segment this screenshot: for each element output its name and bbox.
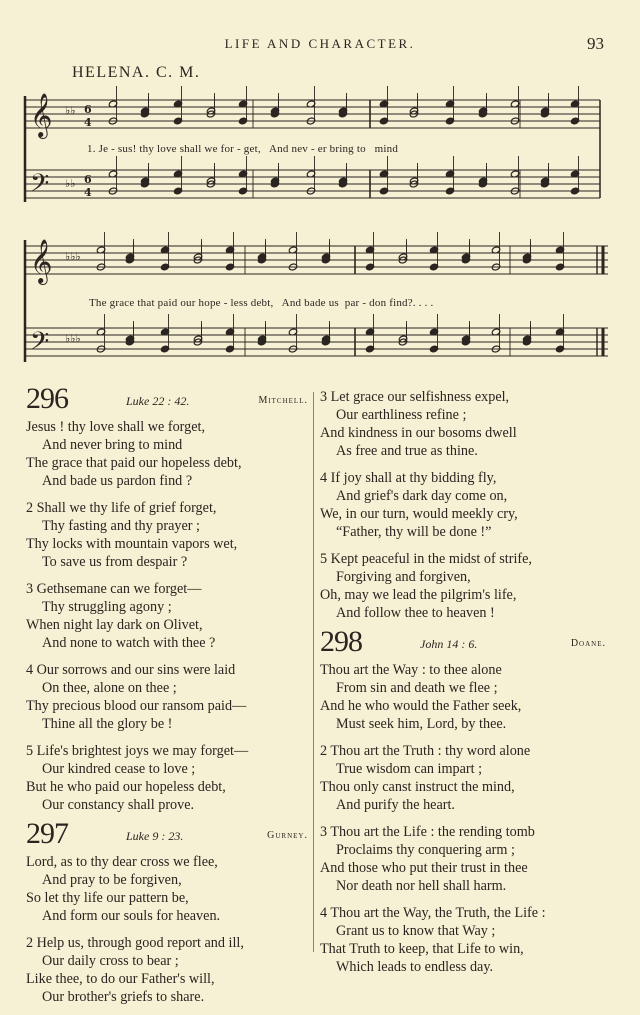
verse-line: We, in our turn, would meekly cry,: [320, 506, 518, 522]
verse-line: Jesus ! thy love shall we forget,: [26, 419, 206, 435]
verse-line: 3 Thou art the Life : the rending tomb: [320, 824, 535, 840]
music-score: [0, 0, 640, 380]
verse-line: “Father, thy will be done !”: [336, 524, 492, 540]
verse-line: 2 Shall we thy life of grief forget,: [26, 500, 217, 516]
verse-line: Thy locks with mountain vapors wet,: [26, 536, 238, 552]
stanza: [320, 742, 606, 814]
stanza: [320, 469, 606, 541]
hymn-number: 296: [26, 382, 68, 415]
verse-line: Thine all the glory be !: [42, 716, 173, 732]
hymn-number: 298: [320, 625, 362, 658]
verse-line: Our earthliness refine ;: [336, 407, 467, 423]
verse-line: And form our souls for heaven.: [42, 908, 221, 924]
verse-line: 5 Kept peaceful in the midst of strife,: [320, 551, 532, 567]
verse-line: 3 Gethsemane can we forget—: [26, 581, 202, 597]
hymn-number: 297: [26, 817, 68, 850]
verse-line: And bade us pardon find ?: [42, 473, 193, 489]
page-number: 93: [587, 34, 604, 53]
scripture-reference: John 14 : 6.: [420, 637, 478, 651]
verse-line: As free and true as thine.: [336, 443, 478, 459]
verse-line: Thou art the Way : to thee alone: [320, 662, 502, 678]
verse-line: Which leads to endless day.: [336, 959, 494, 975]
verse-line: Lord, as to thy dear cross we flee,: [26, 854, 218, 870]
verse-line: 4 Thou art the Way, the Truth, the Life :: [320, 905, 546, 921]
verse-line: 5 Life's brightest joys we may forget—: [26, 743, 249, 759]
stanza: [26, 661, 308, 733]
verse-line: And grief's dark day come on,: [336, 488, 508, 504]
verse-line: Forgiving and forgiven,: [336, 569, 471, 585]
stanza: [26, 499, 308, 571]
hymn-298-heading: [320, 625, 606, 661]
verse-line: 3 Let grace our selfishness expel,: [320, 389, 510, 405]
verse-line: And purify the heart.: [336, 797, 455, 813]
treble-clef-icon: 𝄞: [30, 239, 53, 283]
verse-line: And kindness in our bosoms dwell: [320, 425, 517, 441]
notes: [96, 86, 579, 353]
verse-line: To save us from despair ?: [42, 554, 188, 570]
hymn-296-text: [26, 418, 308, 814]
verse-line: Grant us to know that Way ;: [336, 923, 496, 939]
treble-clef-icon: 𝄞: [30, 93, 53, 137]
verse-line: Thy fasting and thy prayer ;: [42, 518, 200, 534]
verse-line: And pray to be forgiven,: [42, 872, 182, 888]
verse-line: 4 Our sorrows and our sins were laid: [26, 662, 236, 678]
stanza: [320, 550, 606, 622]
time-signature: 6: [84, 103, 92, 116]
verse-line: The grace that paid our hopeless debt,: [26, 455, 242, 471]
hymn-297-text: [26, 853, 308, 1006]
verse-line: 2 Help us, through good report and ill,: [26, 935, 244, 951]
scripture-reference: Luke 22 : 42.: [126, 394, 190, 408]
verse-line: So let thy life our pattern be,: [26, 890, 189, 906]
scripture-reference: Luke 9 : 23.: [126, 829, 184, 843]
running-title: LIFE AND CHARACTER.: [224, 36, 416, 51]
time-signature: 4: [84, 116, 92, 129]
verse-line: That Truth to keep, that Life to win,: [320, 941, 524, 957]
column-right: [320, 388, 606, 985]
verse-line: Our constancy shall prove.: [42, 797, 195, 813]
hymn-296-heading: [26, 382, 308, 418]
stanza: [26, 580, 308, 652]
verse-line: Proclaims thy conquering arm ;: [336, 842, 515, 858]
hymn-author: Doane.: [570, 638, 606, 649]
hymn-298-text: [320, 661, 606, 976]
verse-line: 2 Thou art the Truth : thy word alone: [320, 743, 531, 759]
verse-line: Our daily cross to bear ;: [42, 953, 179, 969]
verse-line: Nor death nor hell shall harm.: [336, 878, 507, 894]
verse-line: But he who paid our hopeless debt,: [26, 779, 226, 795]
verse-line: Must seek him, Lord, by thee.: [336, 716, 507, 732]
stanza: [320, 661, 606, 733]
verse-line: On thee, alone on thee ;: [42, 680, 177, 696]
stanza: [26, 934, 308, 1006]
hymn-297-heading: [26, 817, 308, 853]
time-signature: 6: [84, 173, 92, 186]
column-divider: [313, 392, 314, 952]
verse-line: When night lay dark on Olivet,: [26, 617, 203, 633]
verse-line: And those who put their trust in thee: [320, 860, 528, 876]
key-signature: ♭♭: [65, 177, 76, 190]
column-left: [26, 382, 308, 1015]
verse-line: Thy struggling agony ;: [42, 599, 172, 615]
tune-name: HELENA. C. M.: [72, 64, 201, 81]
lyric-line-2: The grace that paid our hope - less debt, And bade us par - don find?. . . .: [89, 297, 434, 309]
verse-line: From sin and death we flee ;: [336, 680, 498, 696]
stanza: [26, 418, 308, 490]
hymn-296-continuation: [320, 388, 606, 622]
lyric-line-1: 1. Je - sus! thy love shall we for - get, And nev - er bring to mind: [87, 143, 399, 155]
key-signature: ♭♭♭: [65, 250, 81, 263]
verse-line: Our brother's griefs to share.: [42, 989, 205, 1005]
key-signature: ♭♭♭: [65, 332, 81, 345]
bass-clef-icon: 𝄢: [30, 327, 50, 362]
stanza: [26, 853, 308, 925]
verse-line: Oh, may we lead the pilgrim's life,: [320, 587, 517, 603]
verse-line: Like thee, to do our Father's will,: [26, 971, 215, 987]
stanza: [320, 823, 606, 895]
verse-line: Our kindred cease to love ;: [42, 761, 196, 777]
verse-line: And none to watch with thee ?: [42, 635, 216, 651]
verse-line: And follow thee to heaven !: [336, 605, 495, 621]
verse-line: Thou only canst instruct the mind,: [320, 779, 515, 795]
hymn-author: Mitchell.: [258, 395, 308, 406]
verse-line: And he who would the Father seek,: [320, 698, 522, 714]
stanza: [26, 742, 308, 814]
key-signature: ♭♭: [65, 104, 76, 117]
verse-line: And never bring to mind: [42, 437, 183, 453]
stanza: [320, 904, 606, 976]
time-signature: 4: [84, 186, 92, 199]
verse-line: 4 If joy shall at thy bidding fly,: [320, 470, 497, 486]
verse-line: True wisdom can impart ;: [336, 761, 483, 777]
hymn-author: Gurney.: [267, 830, 308, 841]
verse-line: Thy precious blood our ransom paid—: [26, 698, 247, 714]
stanza: [320, 388, 606, 460]
bass-clef-icon: 𝄢: [30, 169, 50, 204]
